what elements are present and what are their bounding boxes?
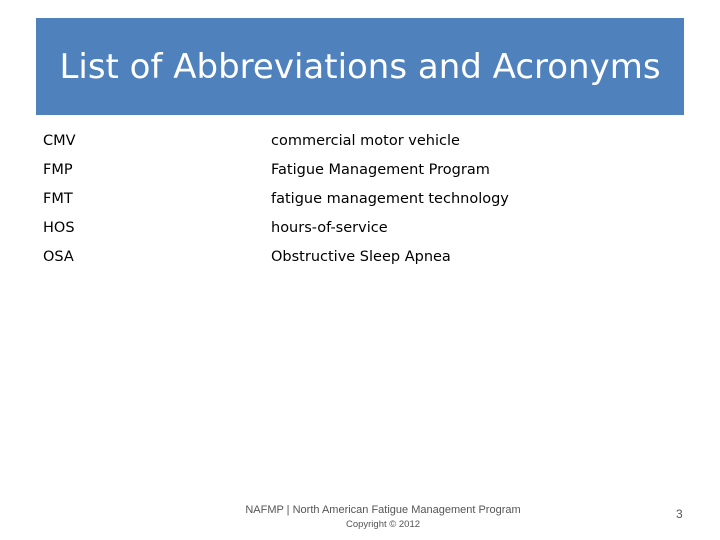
abbreviation-term: HOS <box>43 220 75 236</box>
abbreviation-term: FMT <box>43 191 73 207</box>
abbreviation-definition: Fatigue Management Program <box>271 162 490 178</box>
abbreviation-list <box>43 127 683 272</box>
abbreviation-definition: hours-of-service <box>271 220 388 236</box>
abbreviation-definition: commercial motor vehicle <box>271 133 460 149</box>
abbreviation-definition: fatigue management technology <box>271 191 509 207</box>
title-banner <box>36 18 684 115</box>
abbreviation-row <box>43 156 683 185</box>
footer-copyright: Copyright © 2012 <box>345 519 421 530</box>
abbreviation-term: CMV <box>43 133 76 149</box>
page-number: 3 <box>676 507 683 521</box>
abbreviation-row <box>43 185 683 214</box>
abbreviation-definition: Obstructive Sleep Apnea <box>271 249 451 265</box>
abbreviation-row <box>43 127 683 156</box>
slide-footer <box>200 503 566 532</box>
abbreviation-term: OSA <box>43 249 74 265</box>
slide-title: List of Abbreviations and Acronyms <box>59 46 661 87</box>
abbreviation-row <box>43 243 683 272</box>
footer-organization: NAFMP | North American Fatigue Management Program <box>245 504 521 516</box>
abbreviation-row <box>43 214 683 243</box>
abbreviation-term: FMP <box>43 162 73 178</box>
